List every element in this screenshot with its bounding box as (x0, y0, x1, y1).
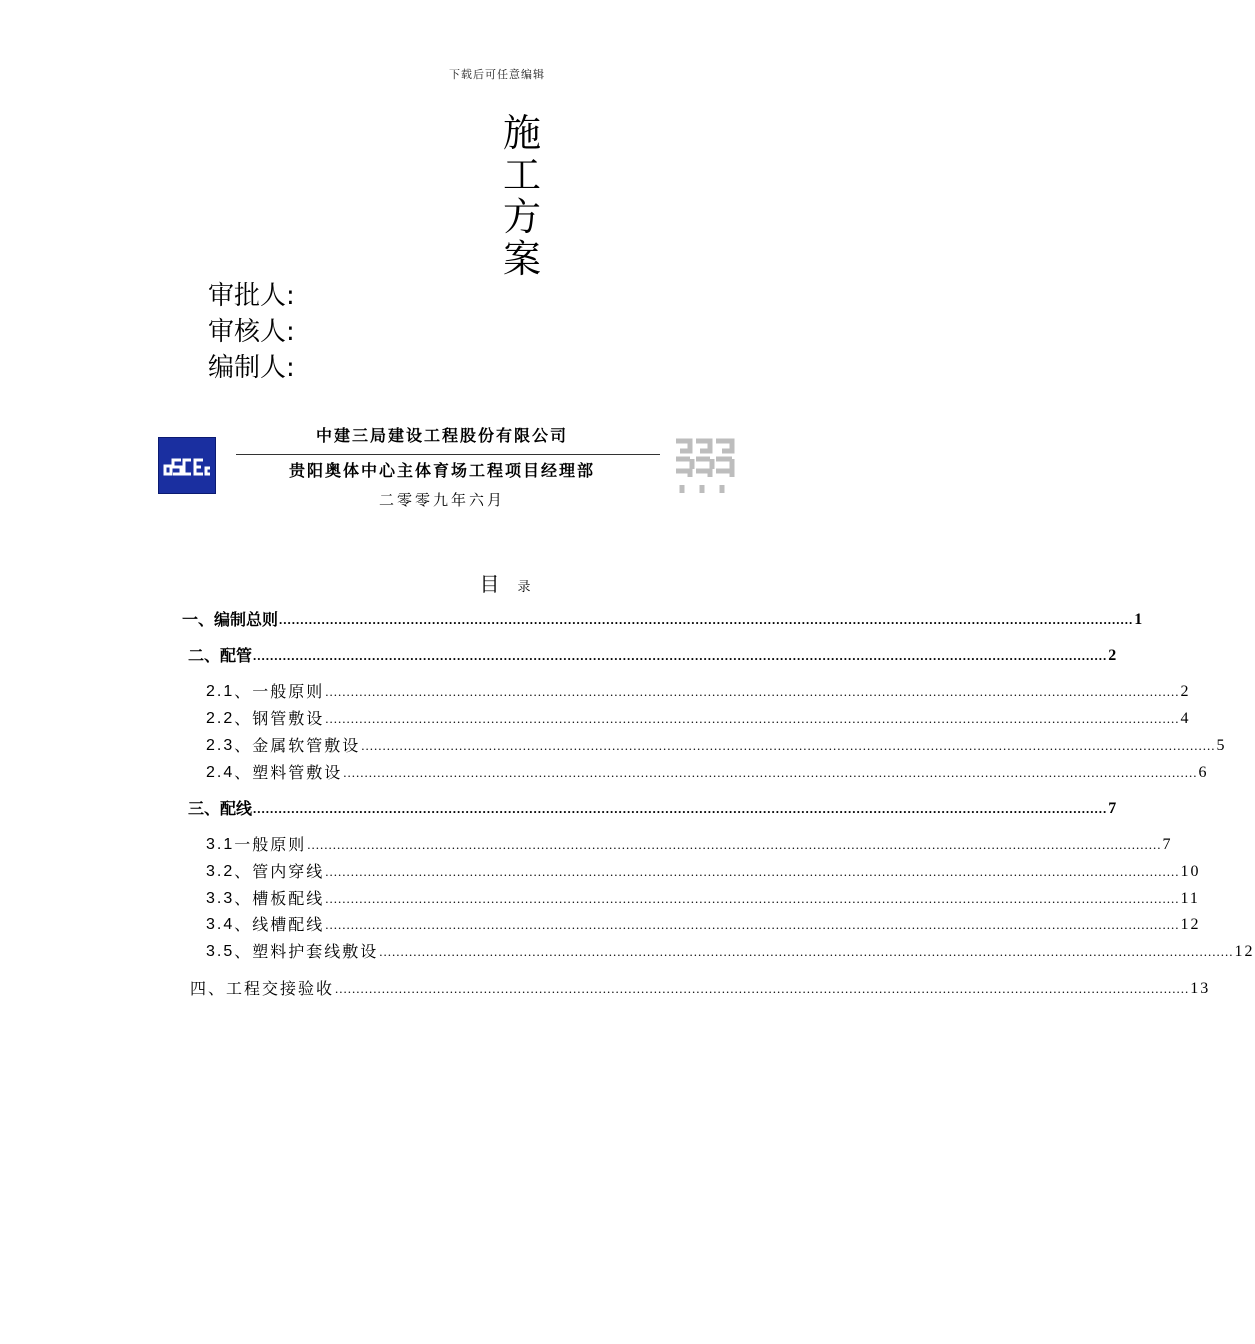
toc-entry[interactable] (190, 978, 1211, 1000)
toc-leader: ......................................................................................................................................................................................................... (361, 738, 1216, 753)
toc-leader: ......................................................................................................................................................................................................... (325, 864, 1180, 879)
toc-entry-label: 、槽板配线 (234, 889, 325, 908)
toc-entry-page: 2 (1108, 647, 1117, 664)
toc-title-main: 目 (479, 572, 500, 596)
toc-entry-label: 一般原则 (234, 835, 307, 854)
toc-entry-number: 2.3 (206, 737, 235, 754)
toc-entry[interactable] (188, 645, 1117, 667)
toc-entry-page: 2 (1180, 683, 1191, 700)
title-char: 方 (502, 195, 541, 239)
document-title (497, 112, 547, 280)
toc-entry[interactable] (206, 888, 1200, 910)
signature-block (208, 278, 295, 386)
toc-leader: ......................................................................................................................................................................................................... (253, 648, 1108, 663)
toc-entry-number: 2.2 (206, 710, 235, 727)
title-char: 案 (502, 237, 541, 281)
company-name: 中建三局建设工程股份有限公司 (315, 426, 568, 445)
toc-entry-label: 、塑料管敷设 (234, 763, 343, 782)
header-note: 下载后可任意编辑 (449, 68, 545, 81)
company-block (222, 424, 662, 510)
company-logo (158, 437, 216, 494)
toc-entry-page: 6 (1198, 764, 1209, 781)
toc-leader: ......................................................................................................................................................................................................... (379, 944, 1234, 959)
toc-entry[interactable] (206, 914, 1201, 936)
toc-entry-page: 12 (1234, 943, 1255, 960)
preparer-label: 编制人: (208, 353, 295, 383)
toc-entry[interactable] (188, 798, 1117, 820)
toc-entry-label: 、一般原则 (234, 682, 325, 701)
toc-entry-page: 10 (1180, 863, 1201, 880)
toc-entry-page: 4 (1180, 710, 1191, 727)
toc-leader: ......................................................................................................................................................................................................... (325, 891, 1180, 906)
toc-leader: ......................................................................................................................................................................................................... (335, 981, 1190, 996)
toc-entry-label: 四、工程交接验收 (190, 979, 335, 998)
toc-entry[interactable] (182, 609, 1143, 631)
toc-entry[interactable] (206, 708, 1191, 730)
toc-leader: ......................................................................................................................................................................................................... (279, 612, 1134, 627)
toc-entry-label: 、金属软管敷设 (234, 736, 361, 755)
toc-entry-page: 5 (1216, 737, 1227, 754)
toc-leader: ......................................................................................................................................................................................................... (325, 711, 1180, 726)
toc-leader: ......................................................................................................................................................................................................... (307, 837, 1162, 852)
toc-entry-label: 三、配线 (188, 799, 253, 818)
toc-entry[interactable] (206, 834, 1173, 856)
toc-title-suffix: 录 (517, 580, 531, 595)
toc-entry-number: 2.4 (206, 764, 235, 781)
toc-entry-page: 7 (1162, 836, 1173, 853)
approver-label: 审批人: (208, 281, 295, 311)
toc-entry-label: 、钢管敷设 (234, 709, 325, 728)
toc-entry-page: 7 (1108, 800, 1117, 817)
project-department: 贵阳奥体中心主体育场工程项目经理部 (288, 461, 595, 480)
toc-entry-number: 3.3 (206, 890, 235, 907)
toc-entry-number: 3.5 (206, 943, 235, 960)
title-char: 施 (502, 111, 541, 155)
toc-entry[interactable] (206, 735, 1227, 757)
title-char: 工 (502, 153, 541, 197)
toc-entry-label: 、塑料护套线敷设 (234, 942, 379, 961)
toc-entry-label: 二、配管 (188, 646, 253, 665)
toc-title (460, 568, 550, 597)
company-divider (236, 454, 660, 455)
toc-leader: ......................................................................................................................................................................................................... (253, 801, 1108, 816)
toc-entry-page: 11 (1180, 890, 1200, 907)
toc-entry-number: 3.4 (206, 916, 235, 933)
toc-entry[interactable] (206, 681, 1191, 703)
toc-entry-label: 、管内穿线 (234, 862, 325, 881)
decorative-pattern-icon (674, 437, 736, 495)
toc-entry[interactable] (206, 762, 1209, 784)
toc-leader: ......................................................................................................................................................................................................... (343, 765, 1198, 780)
toc-entry[interactable] (206, 941, 1255, 963)
toc-entry-number: 2.1 (206, 683, 235, 700)
toc-entry-page: 1 (1134, 611, 1143, 628)
toc-entry-label: 、线槽配线 (234, 915, 325, 934)
toc-entry-number: 3.1 (206, 836, 235, 853)
toc-entry-number: 3.2 (206, 863, 235, 880)
document-date: 二零零九年六月 (378, 491, 505, 509)
toc-entry-page: 12 (1180, 916, 1201, 933)
toc-entry-page: 13 (1190, 980, 1211, 997)
toc-leader: ......................................................................................................................................................................................................... (325, 917, 1180, 932)
reviewer-label: 审核人: (208, 317, 295, 347)
toc-leader: ......................................................................................................................................................................................................... (325, 684, 1180, 699)
toc-entry[interactable] (206, 861, 1201, 883)
toc-entry-label: 一、编制总则 (182, 610, 279, 629)
